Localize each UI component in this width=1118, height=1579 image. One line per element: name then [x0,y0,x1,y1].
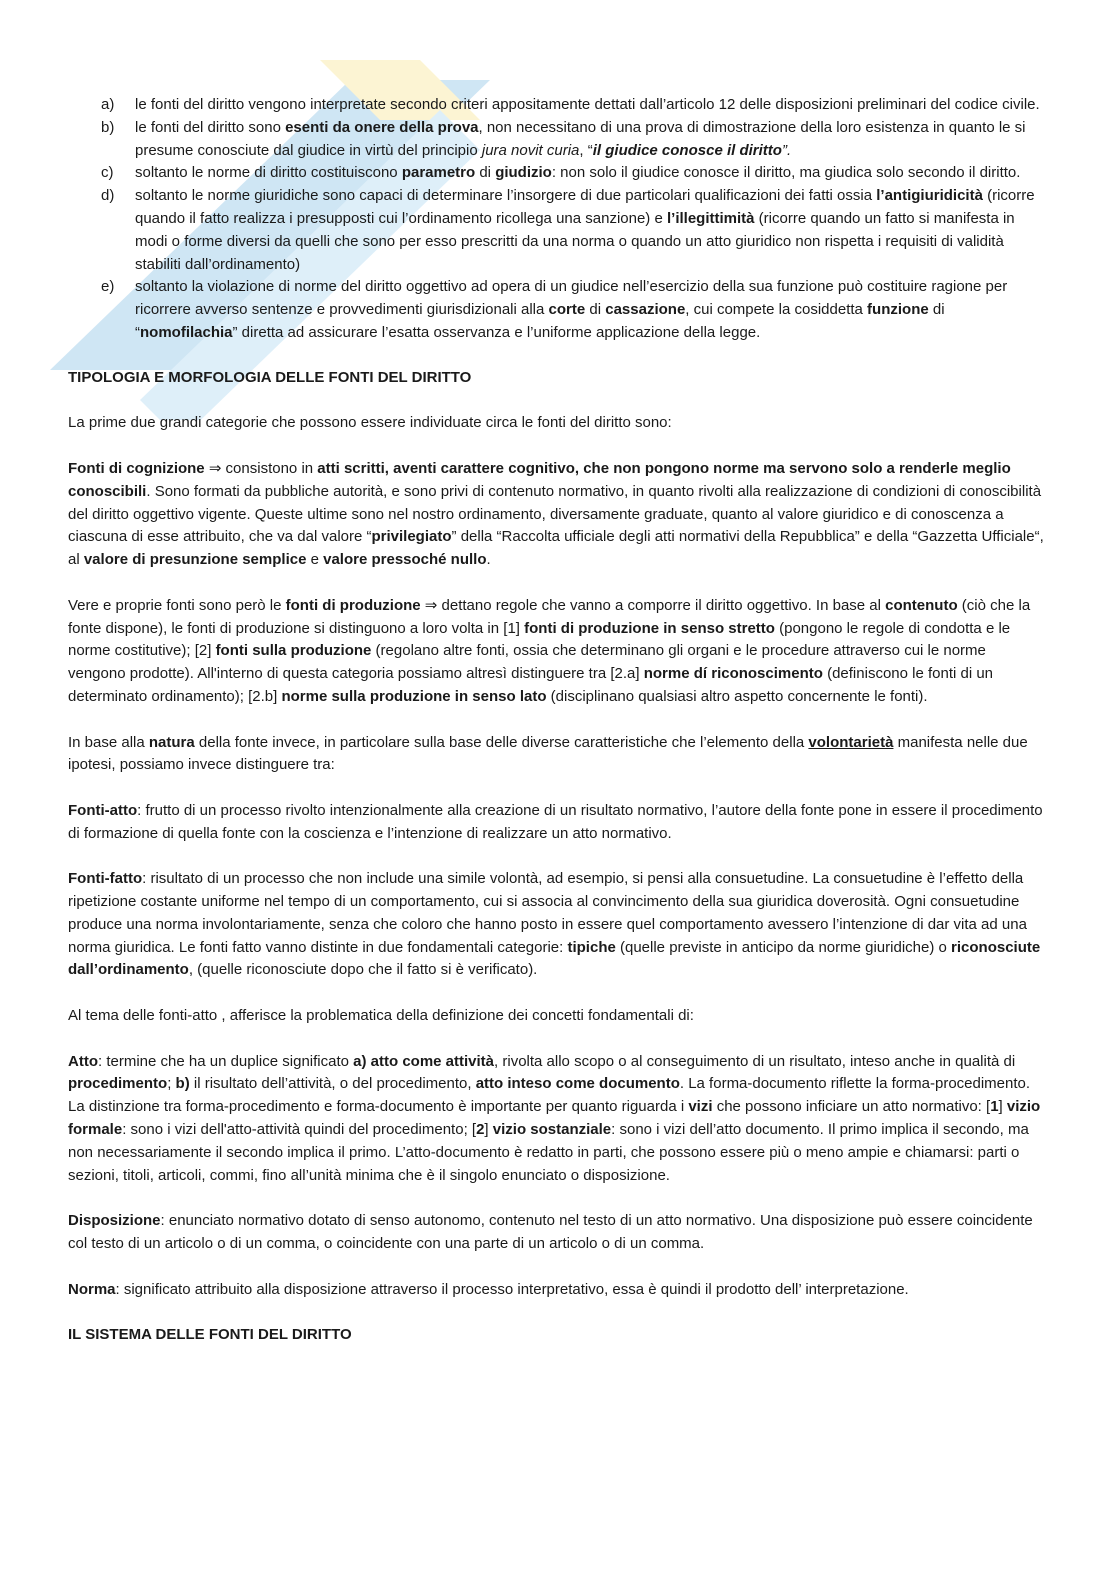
paragraph: Al tema delle fonti-atto , afferisce la problematica della definizione dei concetti fondamentali di: [68,1007,694,1025]
paragraph: La prime due grandi categorie che possono essere individuate circa le fonti del diritto sono: [68,414,672,432]
list-marker: b) [101,118,115,136]
property-list [68,94,1046,345]
list-marker: c) [101,164,114,182]
paragraph: Atto: termine che ha un duplice significato a) atto come attività, rivolta allo scopo o al conseguimento di un risultato, inteso anche in qualità di procedimento; b) il risultato dell’attività, o del procedimento, atto inteso come documento. La forma-documento riflette la forma-procedimento. La distinzione tra forma-procedimento e forma-documento è importante per quanto riguarda i vizi che possono inficiare un atto normativo: [1] vizio formale: sono i vizi dell'atto-attività quindi del procedimento; [2] vizio sostanziale: sono i vizi dell’atto documento. Il primo implica il secondo, ma non necessariamente il secondo implica il primo. L’atto-documento è redatto in parti, che possono essere più o meno ampie e chiamarsi: parti o sezioni, titoli, articoli, commi, fino all’unità minima che è il singolo enunciato o disposizione. [68,1052,1041,1184]
list-marker: d) [101,187,115,205]
section-heading: TIPOLOGIA E MORFOLOGIA DELLE FONTI DEL DIRITTO [68,368,472,386]
list-item [68,162,1046,185]
list-item [68,117,1046,163]
list-item [68,94,1046,117]
paragraph: Fonti di cognizione ⇒ consistono in atti scritti, aventi carattere cognitivo, che non pongono norme ma servono solo a renderle meglio conoscibili. Sono formati da pubbliche autorità, e sono privi di contenuto normativo, in quanto rivolti alla realizzazione di condizioni di conoscibilità del diritto oggettivo vigente. Queste ultime sono nel nostro ordinamento, diversamente graduate, quanto al valore giuridico e di conoscenza a ciascuna di esse attribuito, che va dal valore “privilegiato” della “Raccolta ufficiale degli atti normativi della Repubblica” e della “Gazzetta Ufficiale“, al valore di presunzione semplice e valore pressoché nullo. [68,459,1044,569]
paragraph: Fonti-atto: frutto di un processo rivolto intenzionalmente alla creazione di un risultato normativo, l’autore della fonte pone in essere il procedimento di formazione di quella fonte con la coscienza e l’intenzione di realizzare un atto normativo. [68,801,1043,842]
section-heading: IL SISTEMA DELLE FONTI DEL DIRITTO [68,1326,352,1344]
list-item [68,276,1046,344]
paragraph: Fonti-fatto: risultato di un processo che non include una simile volontà, ad esempio, si pensi alla consuetudine. La consuetudine è l’effetto della ripetizione costante uniforme nel tempo di un comportamento, cui si associa al convincimento della sua giuridica doverosità. Ogni consuetudine produce una norma involontariamente, senza che coloro che hanno posto in essere quel comportamento avessero l’intenzione di dar vita ad una norma giuridica. Le fonti fatto vanno distinte in due fondamentali categorie: tipiche (quelle previste in anticipo da norme giuridiche) o riconosciute dall’ordinamento, (quelle riconosciute dopo che il fatto si è verificato). [68,870,1041,979]
paragraph: Vere e proprie fonti sono però le fonti di produzione ⇒ dettano regole che vanno a comporre il diritto oggettivo. In base al contenuto (ciò che la fonte dispone), le fonti di produzione si distinguono a loro volta in [1] fonti di produzione in senso stretto (pongono le regole di condotta e le norme costitutive); [2] fonti sulla produzione (regolano altre fonti, ossia che determinano gli organi e le procedure attraverso cui le norme vengono prodotte). All'interno di questa categoria possiamo altresì distinguere tra [2.a] norme dí riconoscimento (definiscono le fonti di un determinato ordinamento); [2.b] norme sulla produzione in senso lato (disciplinano qualsiasi altro aspetto concernente le fonti). [68,596,1031,705]
paragraph: Norma: significato attribuito alla disposizione attraverso il processo interpretativo, essa è quindi il prodotto dell’ interpretazione. [68,1280,909,1298]
paragraph: Disposizione: enunciato normativo dotato di senso autonomo, contenuto nel testo di un atto normativo. Una disposizione può essere coincidente col testo di un articolo o di un comma, o coincidente con una parte di un articolo o di un comma. [68,1212,1033,1253]
paragraph: In base alla natura della fonte invece, in particolare sulla base delle diverse caratteristiche che l’elemento della volontarietà manifesta nelle due ipotesi, possiamo invece distinguere tra: [68,733,1028,774]
list-item [68,185,1046,276]
list-item-text: soltanto le norme di diritto costituiscono parametro di giudizio: non solo il giudice conosce il diritto, ma giudica solo secondo il diritto. [135,164,1021,182]
list-item-text: soltanto la violazione di norme del diritto oggettivo ad opera di un giudice nell’esercizio della sua funzione può costituire ragione per ricorrere avverso sentenze e provvedimenti giurisdizionali alla corte di cassazione, cui compete la cosiddetta funzione di “nomofilachia” diretta ad assicurare l’esatta osservanza e l’uniforme applicazione della legge. [135,278,1008,341]
list-item-text: soltanto le norme giuridiche sono capaci di determinare l’insorgere di due particolari qualificazioni dei fatti ossia l’antigiuridicità (ricorre quando il fatto realizza i presupposti cui l’ordinamento ricollega una sanzione) e l’illegittimità (ricorre quando un fatto si manifesta in modi o forme diversi da quelli che sono per esso prescritti da una norma o quando un atto giuridico non rispetta i requisiti di validità stabiliti dall’ordinamento) [135,187,1035,273]
list-marker: e) [101,278,115,296]
list-item-text: le fonti del diritto sono esenti da onere della prova, non necessitano di una prova di dimostrazione della loro esistenza in quanto le si presume conosciute dal giudice in virtù del principio jura novit curia, “il giudice conosce il diritto”. [135,118,1026,159]
list-marker: a) [101,96,115,113]
document-page [68,94,1046,1370]
list-item-text: le fonti del diritto vengono interpretate secondo criteri appositamente dettati dall’articolo 12 delle disposizioni preliminari del codice civile. [135,96,1040,113]
